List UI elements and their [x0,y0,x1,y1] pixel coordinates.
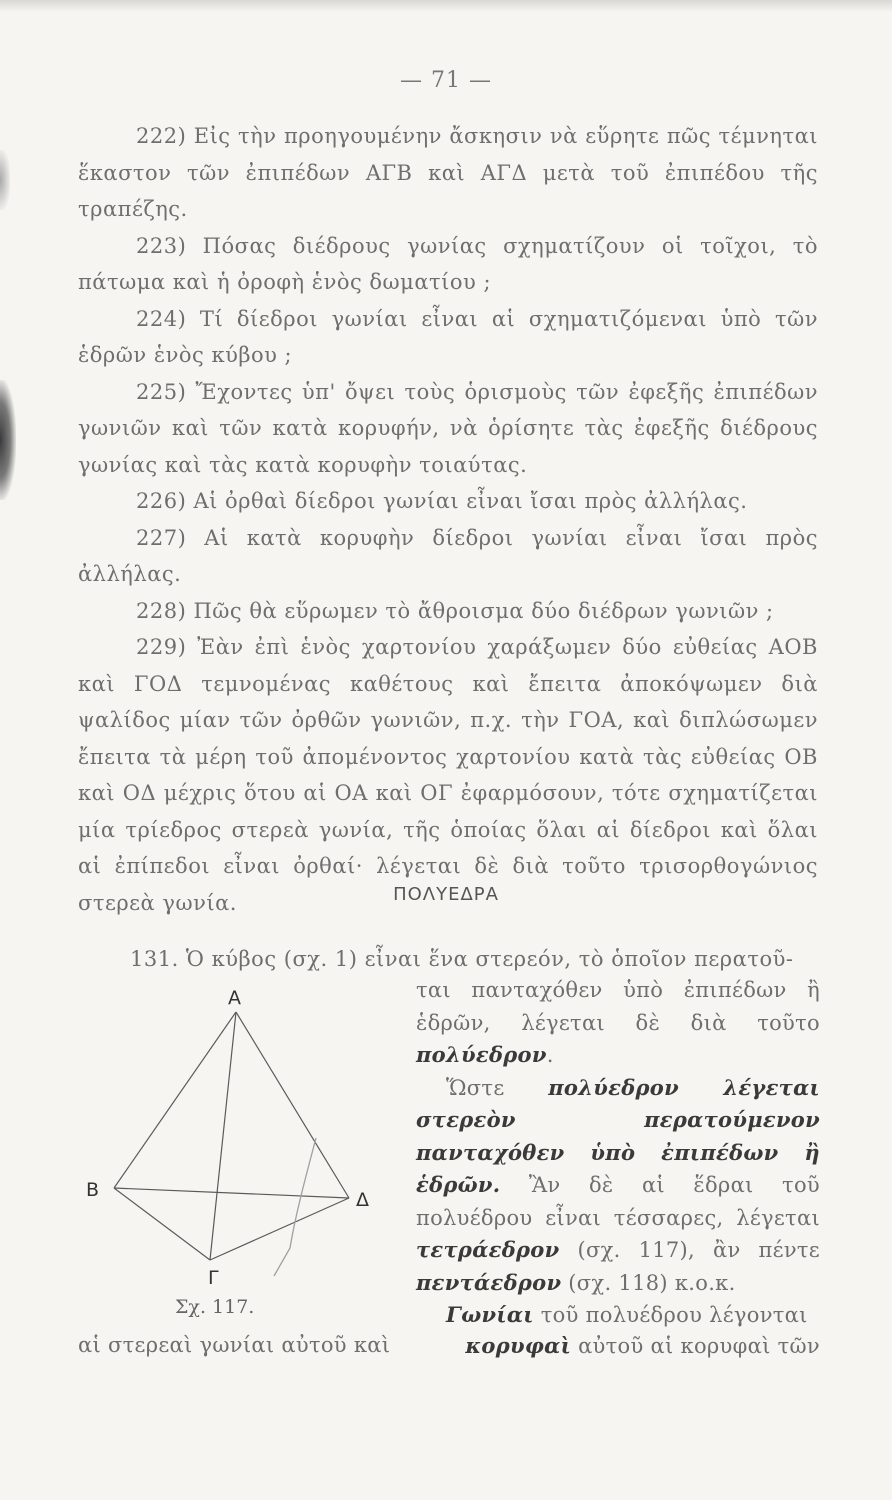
edge-ad [236,1012,349,1198]
edge-bg [114,1188,210,1260]
exercise-229: 229) Ἐὰν ἐπὶ ἑνὸς χαρτονίου χαράξωμεν δύο εὐθείας ΑΟΒ καὶ ΓΟΔ τεμνομένας καθέτους καὶ ἔπειτα ἀποκόψωμεν διὰ ψαλίδος μίαν τῶν ὀρθῶν γωνιῶν, π.χ. τὴν ΓΟΑ, καὶ διπλώσωμεν ἔπειτα τὰ μέρη τοῦ ἀπομένοντος χαρτονίου κατὰ τὰς εὐθείας ΟΒ καὶ ΟΔ μέχρις ὅτου αἱ ΟΑ καὶ ΟΓ ἐφαρμόσουν, τότε σχηματίζεται μία τρίεδρος στερεὰ γωνία, τῆς ὁποίας ὅλαι αἱ δίεδροι καὶ ὅλαι αἱ ἐπίπεδοι εἶναι ὀρθαί· λέγεται δὲ διὰ τοῦτο τρισορθογώνιος στερεὰ γωνία. [78,635,818,915]
section-title: ΠΟΛΥΕΔΡΑ [393,884,499,905]
bottom-right-text [465,1333,820,1358]
text-span: ται πανταχόθεν ὑπὸ ἐπιπέδων ἢ ἑδρῶν, λέγεται δὲ διὰ τοῦτο [416,978,820,1035]
edge-gd [210,1198,349,1260]
term-polyedron: πολύεδρον [416,1042,547,1067]
text-span: (σχ. 117), ἂν πέντε [559,1238,820,1262]
text-span: αὐτοῦ αἱ κορυφαὶ τῶν [578,1334,820,1358]
definition-text: πολύεδρον λέγεται στερεὸν περατούμενον πανταχόθεν ὑπὸ ἐπιπέδων ἢ ἑδρῶν. [416,1074,820,1197]
exercise-225: 225) Ἔχοντες ὑπ' ὄψει τοὺς ὁρισμοὺς τῶν ἐφεξῆς ἐπιπέδων γωνιῶν καὶ τῶν κατὰ κορυφήν, νὰ ὁρίσητε τὰς ἐφεξῆς διέδρους γωνίας καὶ τὰς κατὰ κορυφὴν τοιαύτας. [78,379,818,477]
exercise-223: 223) Πόσας διέδρους γωνίας σχηματίζουν οἱ τοῖχοι, τὸ πάτωμα καὶ ἡ ὀροφὴ ἑνὸς δωματίου ; [78,233,818,294]
exercise-228: 228) Πῶς θὰ εὕρωμεν τὸ ἄθροισμα δύο διέδρων γωνιῶν ; [136,598,774,623]
vertex-label-b: Β [86,1179,100,1201]
figure-caption: Σχ. 117. [175,1296,255,1318]
paragraph-131-body [416,974,820,1332]
vertex-label-g: Γ [208,1267,219,1289]
paragraph-131-intro: 131. Ὁ κύβος (σχ. 1) εἶναι ἕνα στερεόν, τὸ ὁποῖον περατοῦ- [130,947,794,971]
tetrahedron-figure [84,980,384,1310]
vertex-label-d: Δ [356,1189,369,1211]
edge-ag [210,1012,236,1260]
text-span: τοῦ πολυέδρου λέγονται [533,1303,808,1327]
polyedron-intro [416,974,820,1072]
scan-top-edge [0,0,892,12]
term-koryfai: κορυφαὶ [465,1333,572,1358]
exercise-224: 224) Τί δίεδροι γωνίαι εἶναι αἱ σχηματιζόμεναι ὑπὸ τῶν ἑδρῶν ἑνὸς κύβου ; [78,306,818,367]
text-span: Ἂν δὲ αἱ ἕδραι τοῦ πολυέδρου εἶναι τέσσαρες, λέγεται [416,1173,820,1230]
exercise-222: 222) Εἰς τὴν προηγουμένην ἄσκησιν νὰ εὕρητε πῶς τέμνηται ἕκαστον τῶν ἐπιπέδων ΑΓΒ καὶ ΑΓΔ μετὰ τοῦ ἐπιπέδου τῆς τραπέζης. [78,124,818,221]
scan-smudge-top [0,150,10,210]
edge-ab [114,1012,236,1188]
term-gonies: Γωνίαι [446,1302,534,1327]
bottom-line [78,1333,820,1358]
vertex-label-a: Α [228,987,241,1009]
term-pentaedron: πεντάεδρον [416,1269,562,1295]
polyedron-definition [416,1072,820,1300]
text-span: . [546,1043,554,1067]
text-span: Ὥστε [446,1075,549,1100]
edge-bd [114,1188,349,1198]
exercise-226: 226) Αἱ ὀρθαὶ δίεδροι γωνίαι εἶναι ἴσαι πρὸς ἀλλήλας. [136,489,748,513]
exercises-block [78,118,818,921]
pencil-mark [274,1138,316,1276]
gonies-line [416,1299,820,1332]
exercise-227: 227) Αἱ κατὰ κορυφὴν δίεδροι γωνίαι εἶναι ἴσαι πρὸς ἀλλήλας. [78,525,818,586]
text-span: (σχ. 118) κ.ο.κ. [561,1270,736,1295]
term-tetraedron: τετράεδρον [416,1237,560,1262]
bottom-left-text: αἱ στερεαὶ γωνίαι αὐτοῦ καὶ [78,1333,391,1357]
page-number: — 71 — [400,68,492,93]
scan-smudge [0,380,16,500]
